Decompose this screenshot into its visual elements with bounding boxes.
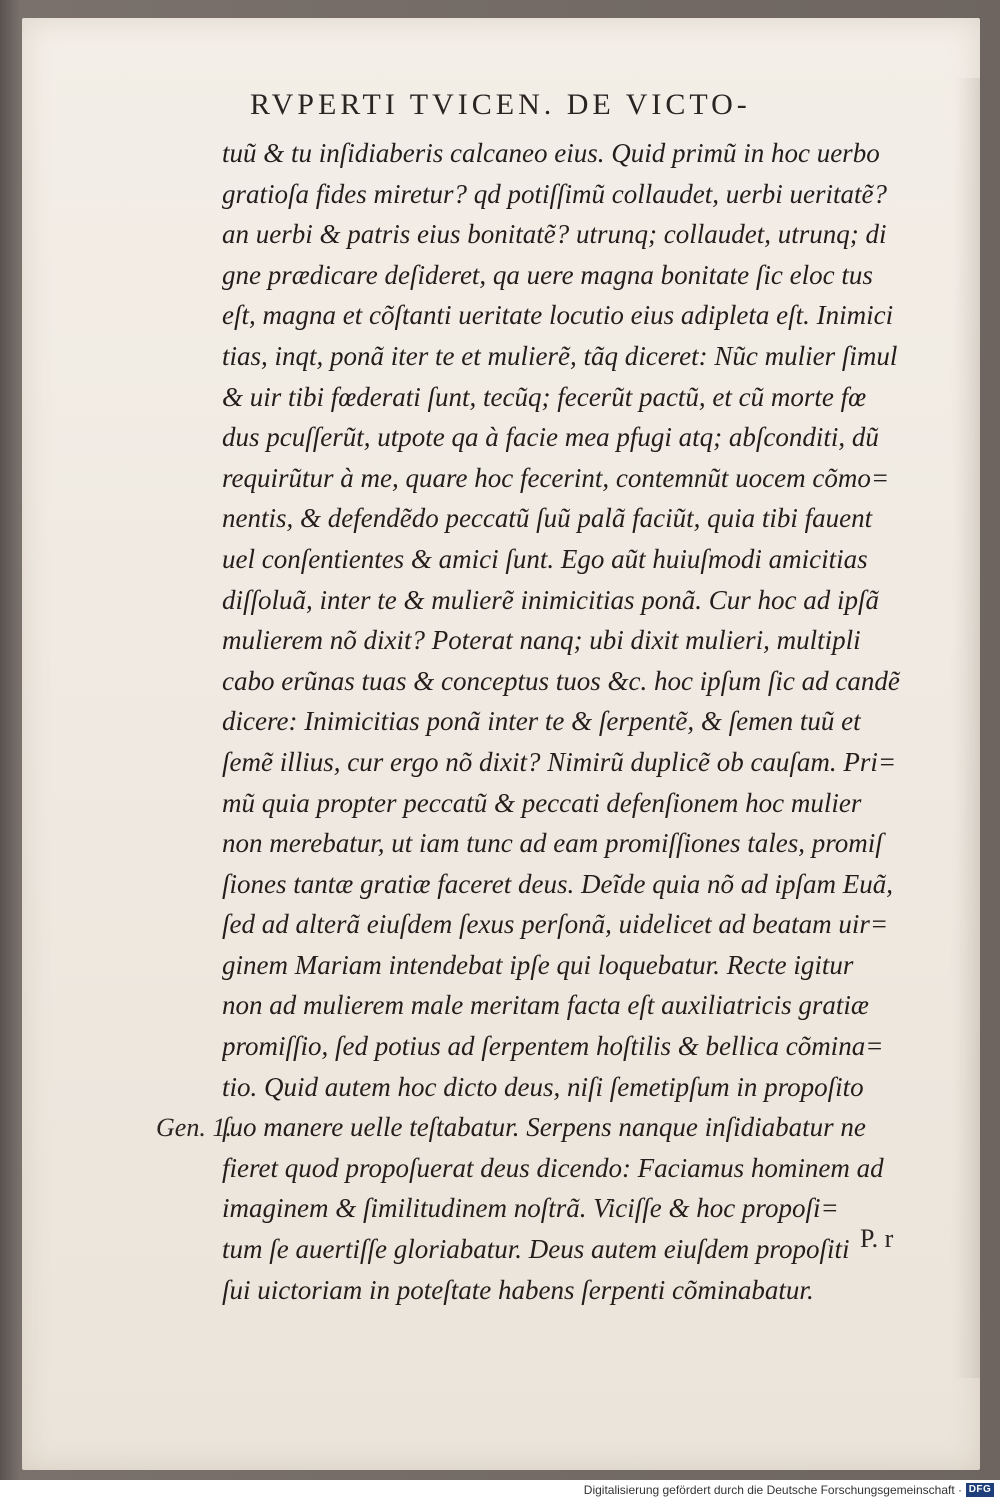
text-line: tio. Quid autem hoc dicto deus, niſi ſemetipſum in propoſito [222,1071,864,1102]
text-line: ſed ad alterã eiuſdem ſexus perſonã, uidelicet ad beatam uir= [222,909,889,940]
text-line: mulierem nõ dixit? Poterat nanq; ubi dixit mulieri, multipli [222,625,861,656]
signature-mark: P. r [860,1224,894,1253]
text-line: non merebatur, ut iam tunc ad eam promiſſiones tales, promiſ [222,828,883,859]
text-line: mũ quia propter peccatũ & peccati defenſionem hoc mulier [222,787,862,818]
text-line: tias, inqt, ponã iter te et mulierẽ, tãq diceret: Nũc mulier ſimul [222,340,898,371]
text-line: gne prædicare deſideret, qa uere magna bonitate ſic eloc tus [222,259,873,290]
text-line: ginem Mariam intendebat ipſe qui loquebatur. Recte igitur [222,949,854,980]
text-line: gratioſa fides miretur? qd potiſſimũ collaudet, uerbi ueritatẽ? [222,178,887,209]
margin-note: Gen. 1. [156,1113,232,1142]
text-line: dus pcuſſerũt, utpote qa à facie mea pfugi atq; abſconditi, dũ [222,422,879,453]
footer-credit: Digitalisierung gefördert durch die Deutsche Forschungsgemeinschaft · [583,1483,962,1497]
text-line: ſemẽ illius, cur ergo nõ dixit? Nimirũ duplicẽ ob cauſam. Pri= [222,746,897,777]
footer-bar [0,1480,1000,1501]
text-line: ſuo manere uelle teſtabatur. Serpens nanque inſidiabatur ne [222,1112,866,1143]
text-line: tuũ & tu inſidiaberis calcaneo eius. Quid primũ in hoc uerbo [222,138,880,168]
text-line: diſſoluã, inter te & mulierẽ inimicitias ponã. Cur hoc ad ipſã [222,584,879,615]
text-line: imaginem & ſimilitudinem noſtrã. Viciſſe & hoc propoſi= [222,1193,839,1224]
running-head: RVPERTI TVICEN. DE VICTO- [250,88,751,121]
text-line: non ad mulierem male meritam facta eſt auxiliatricis gratiæ [222,990,869,1021]
text-line: cabo erũnas tuas & conceptus tuos &c. hoc ipſum ſic ad candẽ [222,665,900,696]
text-line: dicere: Inimicitias ponã inter te & ſerpentẽ, & ſemen tuũ et [222,706,861,737]
text-line: ſui uictoriam in poteſtate habens ſerpenti cõminabatur. [222,1274,814,1305]
text-line: & uir tibi fœderati ſunt, tecũq; fecerũt pactũ, et cũ morte fœ [222,381,867,412]
text-line: promiſſio, ſed potius ad ſerpentem hoſtilis & bellica cõmina= [222,1031,884,1062]
text-line: nentis, & defendẽdo peccatũ ſuũ palã faciũt, quia tibi fauent [222,503,873,534]
text-line: requirũtur à me, quare hoc fecerint, contemnũt uocem cõmo= [222,462,890,493]
text-line: an uerbi & patris eius bonitatẽ? utrunq; collaudet, utrunq; di [222,219,887,250]
text-line: eſt, magna et cõſtanti ueritate locutio eius adipleta eſt. Inimici [222,300,894,331]
page-edge-shadow [954,78,980,1378]
text-line: uel conſentientes & amici ſunt. Ego aũt huiuſmodi amicitias [222,543,868,574]
text-line: ſiones tantæ gratiæ faceret deus. Deĩde quia nõ ad ipſam Euã, [222,868,893,899]
body-text [222,133,922,1310]
dfg-logo-icon: DFG [966,1483,994,1497]
text-line: fieret quod propoſuerat deus dicendo: Faciamus hominem ad [222,1152,884,1183]
text-line: tum ſe auertiſſe gloriabatur. Deus autem eiuſdem propoſiti [222,1234,850,1265]
